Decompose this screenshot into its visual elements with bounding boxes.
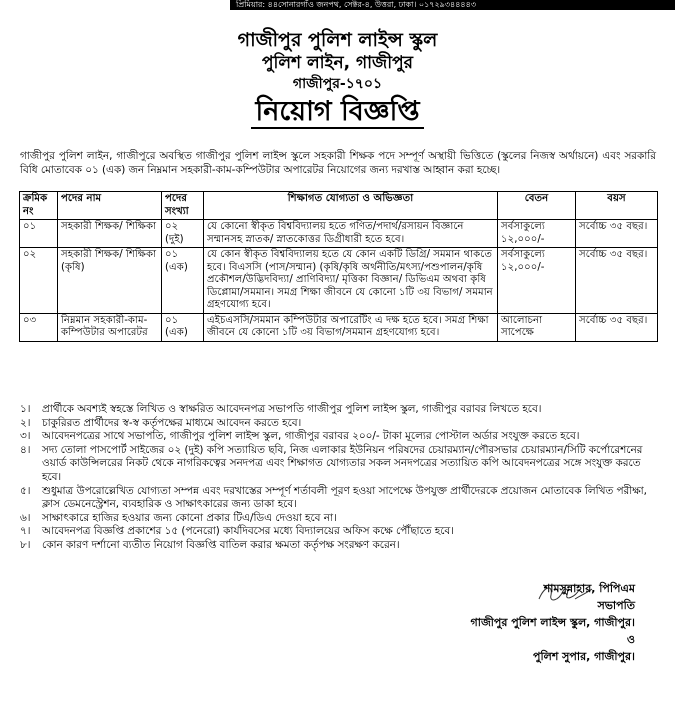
note-number: ৭। [20,525,31,538]
cell-age: সর্বোচ্চ ৩৫ বছর। [576,248,658,314]
list-item [20,444,656,485]
list-item [20,512,656,526]
list-item [20,417,656,431]
conditions-list [20,403,656,553]
note-number: ৮। [20,538,31,551]
cell-post: সহকারী শিক্ষক/ শিক্ষিকা [58,220,162,248]
note-text: প্রার্থীকে অবশ্যই স্বহস্তে লিখিত ও স্বাক্ষরিত আবেদনপত্র সভাপতি গাজীপুর পুলিশ লাইন্স স্কুল, গাজীপুর বরাবর লিখতে হবে। [42,403,542,415]
cell-serial: ০২ [20,248,58,314]
cell-count: ০২ (দুই) [162,220,204,248]
cell-count: ০১ (এক) [162,248,204,314]
school-header [0,28,675,94]
signature-block [0,580,635,665]
cell-qualification: যে কোনো স্বীকৃত বিশ্ববিদ্যালয় হতে গণিত/পদার্থ/রসায়ন বিজ্ঞানে সম্মানসহ স্নাতক/ স্নাতকোত্তর ডিগ্রীধারী হতে হবে। [204,220,498,248]
note-number: ৫। [20,484,31,497]
cell-post: সহকারী শিক্ষক/ শিক্ষিকা (কৃষি) [58,248,162,314]
list-item [20,403,656,417]
cell-salary: সর্বসাকুল্যে ১২,০০০/- [498,248,576,314]
header-qualification: শিক্ষাগত যোগ্যতা ও অভিজ্ঞতা [204,192,498,220]
cell-post: নিম্নমান সহকারী-কাম- কম্পিউটার অপারেটর [58,313,162,341]
note-text: সাক্ষাৎকারে হাজির হওয়ার জন্য কোনো প্রকার টিএ/ডিএ দেওয়া হবে না। [42,511,337,524]
note-number: ৩। [20,430,31,443]
table-row [20,248,658,314]
cell-qualification: যে কোন স্বীকৃত বিশ্ববিদ্যালয় হতে যে কোন একটি ডিগ্রি/ সমমান থাকতে হবে। বিএসসি (পাস/সম্মান) (কৃষি/কৃষি অর্থনীতি/মৎস্য/পশুপালন/কৃষি প্রকৌশল/উদ্ভিদবিদ্যা/ প্রাণিবিদ্যা/ মৃত্তিকা বিজ্ঞান/ ডিভিএম অথবা কৃষি ডিপ্লোমা/সমমান। সমগ্র শিক্ষা জীবনে যে কোনো ১টি ৩য় বিভাগ/ সমমান গ্রহণযোগ্য হবে। [204,248,498,314]
cell-salary: সর্বসাকুল্যে ১২,০০০/- [498,220,576,248]
note-number: ৪। [20,443,31,456]
school-postcode: গাজীপুর-১৭০১ [292,76,383,92]
list-item [20,430,656,444]
vacancy-table [19,191,658,342]
notice-title-text: নিয়োগ বিজ্ঞপ্তি [251,96,423,129]
note-text: আবেদনপত্র বিজ্ঞপ্তি প্রকাশের ১৫ (পনেরো) কার্যদিবসের মধ্যে বিদ্যালয়ের অফিস কক্ষে পৌঁছাতে হবে। [42,525,454,538]
list-item [20,485,656,512]
table-row [20,220,658,248]
cell-serial: ০৩ [20,313,58,341]
list-item [20,525,656,539]
note-text: চাকুরিরত প্রার্থীদের স্ব-স্ব কর্তৃপক্ষের মাধ্যমে আবেদন করতে হবে। [42,416,302,429]
note-text: কোন কারণ দর্শানো ব্যতীত নিয়োগ বিজ্ঞপ্তি বাতিল করার ক্ষমতা কর্তৃপক্ষ সংরক্ষণ করেন। [42,538,400,551]
list-item [20,539,656,553]
note-number: ২। [20,416,31,429]
note-text: শুধুমাত্র উপরোল্লেখিত যোগ্যতা সম্পন্ন এবং দরখাস্তের সম্পূর্ণ শর্তাবলী পূরণ হওয়া সাপেক্ষে উপযুক্ত প্রার্থীদেরকে প্রয়োজন মোতাবেক লিখিত পরীক্ষা, ক্লাস ডেমনেস্ট্রেশন, ব্যবহারিক ও সাক্ষাৎকারের জন্য ডাকা হবে। [42,484,647,511]
intro-paragraph: গাজীপুর পুলিশ লাইন, গাজীপুরে অবস্থিত গাজীপুর পুলিশ লাইন্স স্কুলে সহকারী শিক্ষক পদে সম্পূর্ণ অস্থায়ী ভিত্তিতে (স্কুলের নিজস্ব অর্থায়নে) এবং সরকারি বিধি মোতাবেক ০১ (এক) জন নিম্নমান সহকারী-কাম-কম্পিউটার অপারেটর নিয়োগের জন্য দরখাস্ত আহ্বান করা হচ্ছে। [20,150,656,176]
header-age: বয়স [576,192,658,220]
signatory-and: ও [626,633,635,646]
header-count: পদের সংখ্যা [162,192,204,220]
note-text: আবেদনপত্রের সাথে সভাপতি, গাজীপুর পুলিশ লাইন্স স্কুল, গাজীপুর বরাবর ২০০/- টাকা মূল্যের পোস্টাল অর্ডার সংযুক্ত করতে হবে। [42,430,580,443]
table-row [20,313,658,341]
cell-salary: আলোচনা সাপেক্ষে [498,313,576,341]
header-serial: ক্রমিক নং [20,192,58,220]
cell-qualification: এইচএসসি/সমমান কম্পিউটার অপারেটিং এ দক্ষ হতে হবে। সমগ্র শিক্ষা জীবনে যে কোনো ১টি ৩য় বিভাগ/সমমান গ্রহণযোগ্য হবে। [204,313,498,341]
note-text: সদ্য তোলা পাসপোর্ট সাইজের ০২ (দুই) কপি সত্যায়িত ছবি, নিজ এলাকার ইউনিয়ন পরিষদের চেয়ারম্যান/পৌরসভার চেয়ারম্যান/সিটি কর্পোরেশনের ওয়ার্ড কাউন্সিলরের নিকট থেকে নাগরিকত্বের সনদপত্র এবং শিক্ষাগত যোগ্যতার সকল সনদপত্রের সত্যায়িত কপি আবেদনপত্রের সঙ্গে সংযুক্ত করতে হবে। [42,443,643,483]
school-location: পুলিশ লাইন, গাজীপুর [261,53,414,73]
cell-serial: ০১ [20,220,58,248]
newspaper-strip: প্রিমিয়ার: ৪৪সোনারগাঁও জনপথ, সেক্টর-৪, উত্তরা, ঢাকা। ০১৭২৯৩৪৪৪৪৩ [230,0,675,10]
signatory-second: পুলিশ সুপার, গাজীপুর। [533,650,635,663]
signatory-designation: সভাপতি [597,599,635,612]
header-post: পদের নাম [58,192,162,220]
school-name: গাজীপুর পুলিশ লাইন্স স্কুল [237,29,438,51]
note-number: ১। [20,403,31,415]
cell-count: ০১ (এক) [162,313,204,341]
signatory-org: গাজীপুর পুলিশ লাইন্স স্কুল, গাজীপুর। [470,616,635,629]
note-number: ৬। [20,511,31,524]
cell-age: সর্বোচ্চ ৩৫ বছর। [576,313,658,341]
cell-age: সর্বোচ্চ ৩৫ বছর। [576,220,658,248]
table-header-row [20,192,658,220]
notice-title [0,95,675,129]
signatory-name: শামসুন্নাহার, পিপিএম [543,582,635,595]
header-salary: বেতন [498,192,576,220]
